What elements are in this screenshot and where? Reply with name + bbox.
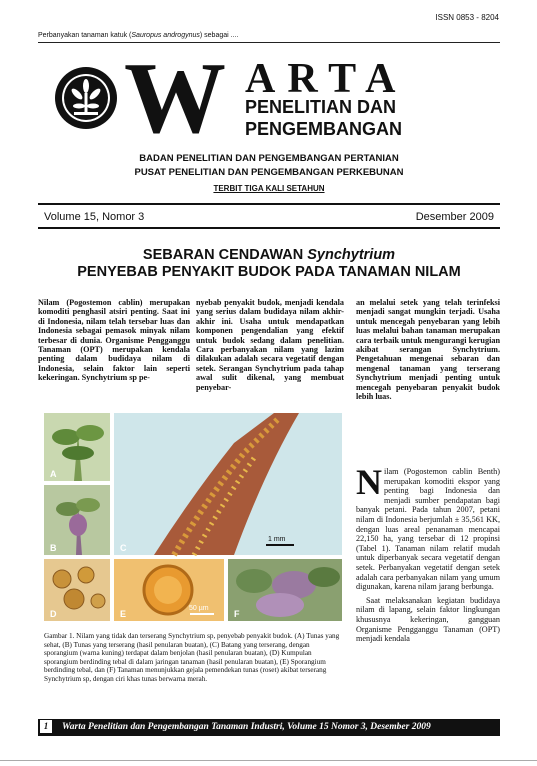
photo-f	[228, 559, 342, 621]
photo-label-d: D	[50, 609, 57, 619]
scale-label-1mm: 1 mm	[268, 536, 286, 543]
running-header-post: ) sebagai ....	[199, 32, 239, 39]
agency-name-1: BADAN PENELITIAN DAN PENGEMBANGAN PERTANIAN	[139, 153, 399, 164]
article-title-pre: SEBARAN CENDAWAN	[142, 247, 308, 263]
running-header	[38, 32, 238, 39]
publication-frequency: TERBIT TIGA KALI SETAHUN	[213, 184, 325, 193]
article-title-line-1	[38, 247, 500, 264]
running-header-species: Sauropus androgynus	[131, 32, 200, 39]
figure-photo-panel	[44, 413, 342, 621]
masthead-line-2: PENGEMBANGAN	[245, 119, 403, 139]
body-text	[356, 462, 500, 648]
institution-logo-icon	[54, 66, 118, 130]
figure-caption: Gambar 1. Nilam yang tidak dan terserang Synchytrium sp, penyebab penyakit budok. (A) Tunas yang sehat, (B) Tunas yang terserang (hasil penularan buatan), (C) Batang yang terserang, dengan sporangium (warna kuning) terdapat dalam benjolan (hasil penularan buatan), (D) Kumpulan sporangium berdinding tebal di dalam jaringan tanaman (hasil penularan buatan), (E) Sporangium berdinding tebal, dan (F) Tanaman menunjukkan gejala pemendekan tunas (roset) akibat terserang Synchytrium sp, dengan ciri khas tunas berwarna merah.	[44, 632, 340, 683]
abstract-column-2: nyebab penyakit budok, menjadi kendala yang serius dalam budidaya nilam akhir-akhir ini. Usaha untuk mendapatkan komponen pengendalian yang efektif untuk budok sedang dalam penelitian. Cara perbanyakan nilam yang lazim dilakukan adalah secara vegetatif dengan setek. Serangan Synchytrium pada tahap awal sulit dikenal, yang membuat penyebar-	[196, 298, 344, 392]
abstract-column-1: Nilam (Pogostemon cablin) merupakan komoditi penghasil atsiri penting. Saat ini di Indonesia, nilam telah tersebar luas dan Indonesia sebagai pemasok minyak nilam terbesar di dunia. Organisme Pengganggu Tanaman (OPT) merupakan kendala penting dalam budidaya nilam di Indonesia, selain faktor lain seperti kekeringan. Synchytrium sp pe-	[38, 298, 190, 383]
volume-bar	[38, 203, 500, 229]
photo-label-b: B	[50, 543, 57, 553]
body-paragraph-2: Saat melaksanakan kegiatan budidaya nilam di lapang, selain faktor lingkungan khususnya kekeringan, gangguan Organisme Pengganggu Tanaman (OPT) menjadi kendala	[356, 595, 500, 644]
article-title-genus: Synchytrium	[307, 247, 396, 263]
photo-c	[114, 413, 342, 555]
footer-bar	[38, 719, 500, 736]
body-paragraph-1-text: ilam (Pogostemon cablin Benth) merupakan komoditi ekspor yang penting bagi Indonesia dan menjadi sumber pendapatan bagi banyak petani. Pada tahun 2007, petani nilam di Indonesia berjumlah ± 35,561 KK, dengan luas areal penanaman mencapai 22,150 ha, yang tersebar di 12 propinsi (Tabel 1). Tanaman nilam relatif mudah untuk diperbanyak secara vegetatif dengan setek. Perbanyakan vegetatif dengan setek adalah cara perbanyakan nilam yang umum digunakan, karena nilam jarang berbunga.	[356, 467, 500, 592]
footer-journal-citation: Warta Penelitian dan Pengembangan Tanaman Industri, Volume 15 Nomor 3, Desember 2009	[62, 722, 431, 732]
running-header-pre: Perbanyakan tanaman katuk (	[38, 32, 132, 39]
issn-number: ISSN 0853 - 8204	[435, 13, 499, 22]
photo-a	[44, 413, 110, 481]
body-paragraph-1	[356, 462, 500, 592]
masthead-arta: ARTA	[245, 56, 408, 102]
photo-label-e: E	[120, 609, 127, 619]
photo-e	[114, 559, 224, 621]
photo-b	[44, 485, 110, 555]
article-title-line-2: PENYEBAB PENYAKIT BUDOK PADA TANAMAN NILAM	[77, 264, 461, 280]
page-number: 1	[40, 720, 52, 733]
agency-name-2: PUSAT PENELITIAN DAN PENGEMBANGAN PERKEBUNAN	[134, 167, 404, 178]
page-bottom-rule	[0, 760, 537, 761]
photo-label-c: C	[120, 543, 127, 553]
photo-d	[44, 559, 110, 621]
photo-label-a: A	[50, 469, 57, 479]
scale-label-50um: 50 µm	[189, 605, 209, 612]
abstract-column-3: an melalui setek yang telah terinfeksi menjadi sangat mungkin terjadi. Usaha untuk mencegah penyebaran yang lebih luas melalui bahan tanaman merupakan cara terbaik untuk mengurangi kerugian akibat serangan Synchytrium. Pengetahuan mengenai sebaran dan mengenal tanaman yang terserang Synchytrium menjadi penting untuk mencegah penyebaran penyakit budok lebih luas.	[356, 298, 500, 402]
masthead-line-1: PENELITIAN DAN	[245, 97, 397, 117]
photo-label-f: F	[234, 609, 240, 619]
volume-number: Volume 15, Nomor 3	[44, 211, 145, 223]
header-rule	[38, 42, 500, 43]
drop-cap: N	[356, 462, 382, 502]
issue-date: Desember 2009	[415, 211, 494, 223]
masthead-letter-w: W	[124, 42, 224, 155]
